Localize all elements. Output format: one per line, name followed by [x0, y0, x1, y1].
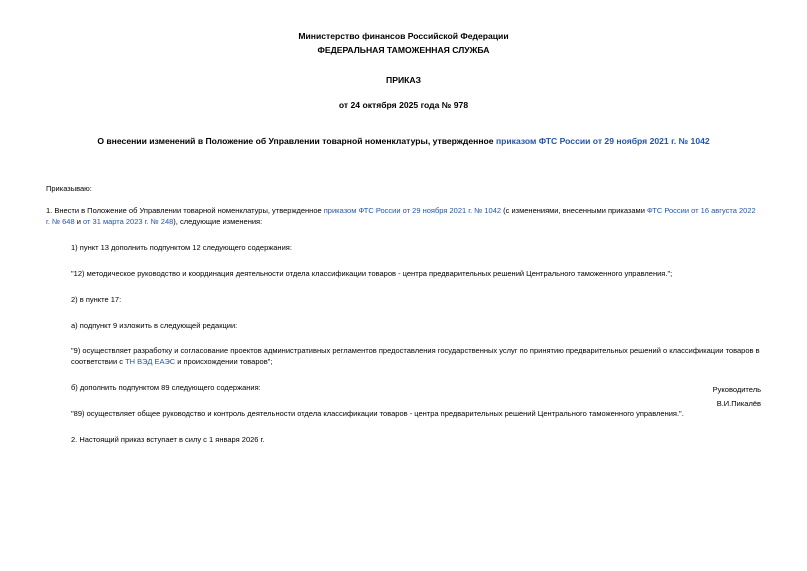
item-1	[46, 206, 761, 228]
subitem-1: 1) пункт 13 дополнить подпунктом 12 следующего содержания:	[71, 242, 292, 252]
document-date: от 24 октября 2025 года № 978	[338, 100, 469, 111]
order-word: Приказываю:	[46, 184, 92, 194]
item-1-link-248[interactable]: от 31 марта 2023 г. № 248	[83, 217, 174, 227]
page-title	[46, 135, 761, 147]
document-type: ПРИКАЗ	[386, 74, 421, 85]
subitem-2b: б) дополнить подпунктом 89 следующего содержания:	[71, 383, 261, 393]
title-order-link[interactable]: приказом ФТС России от 29 ноября 2021 г. № 1042	[495, 135, 710, 146]
document-body	[46, 184, 761, 446]
subitem-2a: а) подпункт 9 изложить в следующей редакции:	[71, 320, 238, 330]
quote-subitem-9	[46, 346, 761, 368]
agency-line: ФЕДЕРАЛЬНАЯ ТАМОЖЕННАЯ СЛУЖБА	[317, 45, 490, 56]
page-title-text: О внесении изменений в Положение об Управлении товарной номенклатуры, утвержденное	[97, 135, 496, 146]
item-1-link-648[interactable]: ФТС России от 16 августа 2022 г. № 648	[46, 206, 756, 227]
quote-subitem-89: "89) осуществляет общее руководство и контроль деятельности отдела классификации товаров - центра предварительных решений Центрального таможенного управления.".	[71, 409, 684, 419]
signature-name: В.И.Пикалёв	[716, 399, 761, 408]
tn-ved-eaes-link[interactable]: ТН ВЭД ЕАЭС	[125, 357, 176, 367]
item-1-link-1042[interactable]: приказом ФТС России от 29 ноября 2021 г. № 1042	[323, 206, 502, 216]
ministry-line: Министерство финансов Российской Федерации	[298, 31, 509, 41]
item-1-text-post: ), следующие изменения:	[173, 217, 263, 227]
subitem-2: 2) в пункте 17:	[71, 294, 122, 304]
item-2: 2. Настоящий приказ вступает в силу с 1 января 2026 г.	[71, 434, 265, 444]
item-1-text-pre: 1. Внести в Положение об Управлении товарной номенклатуры, утвержденное	[46, 206, 324, 216]
item-1-text-mid: (с изменениями, внесенными приказами	[501, 206, 647, 216]
quote-subitem-12: "12) методическое руководство и координация деятельности отдела классификации товаров - центра предварительных решений Центрального таможенного управления.";	[71, 268, 673, 278]
quote-subitem-9-text-post: и происхождении товаров";	[175, 357, 273, 367]
quote-subitem-9-text-pre: "9) осуществляет разработку и согласование проектов административных регламентов предоставления государственных услуг по принятию предварительных решений о классификации товаров в соответствии с	[71, 346, 760, 367]
signature-role: Руководитель	[712, 385, 761, 394]
item-1-text-and: и	[74, 217, 83, 227]
